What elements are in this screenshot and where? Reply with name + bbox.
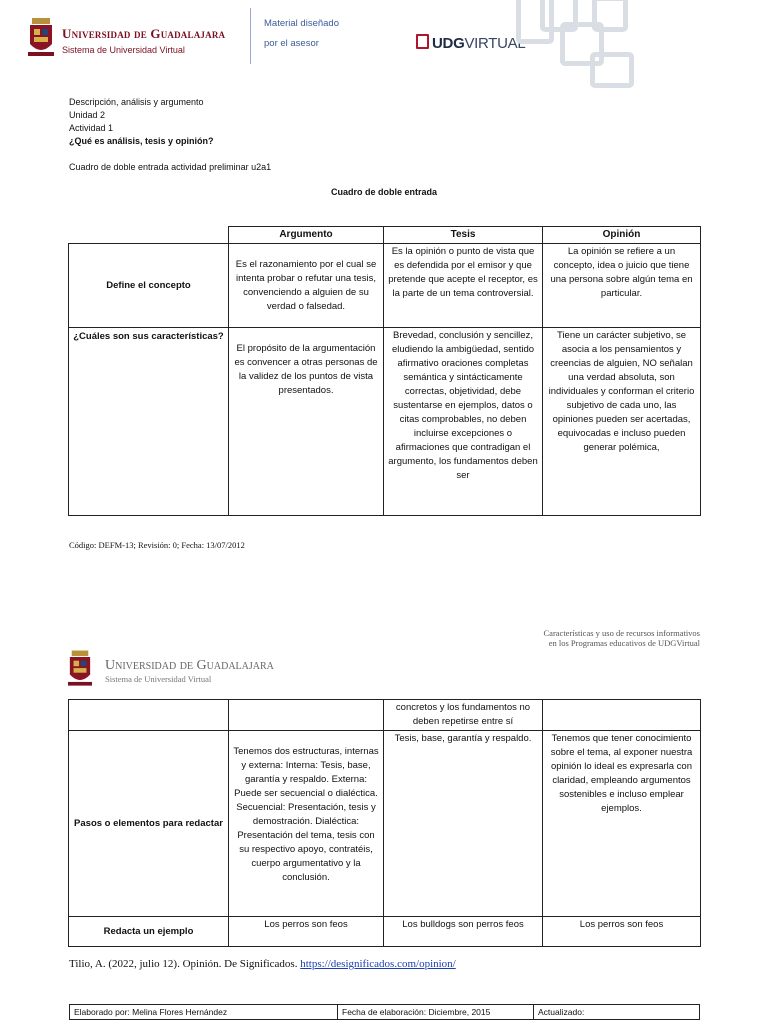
footer-table: [69, 1004, 700, 1020]
udgvirtual-brand-light: VIRTUAL: [464, 35, 526, 52]
cell-continuation-opinion: [543, 700, 701, 731]
footer-actualizado: Actualizado:: [534, 1005, 700, 1020]
comparison-table-2: [68, 699, 701, 947]
table-row: [69, 328, 701, 516]
udgvirtual-brand-bold: UDG: [432, 35, 465, 52]
university-system-page2: Sistema de Universidad Virtual: [105, 674, 212, 684]
col-header-tesis: Tesis: [384, 227, 543, 244]
cell-caract-opinion: Tiene un carácter subjetivo, se asocia a los pensamientos y creencias de alguien, NO señalan una verdad absoluta, son individuales y conforman el criterio subjetivo de cada uno, las opiniones pueden ser acertadas, equivocadas e incluso pueden generar polémica,: [543, 328, 701, 516]
reference-link[interactable]: https://designificados.com/opinion/: [300, 958, 456, 970]
row-label-ejemplo: Redacta un ejemplo: [69, 917, 229, 947]
cell-ejemplo-argumento: Los perros son feos: [229, 917, 384, 947]
table-row: [69, 917, 701, 947]
doc-line-2: Unidad 2: [69, 110, 106, 120]
reference: [69, 958, 456, 970]
row-label-pasos: Pasos o elementos para redactar: [69, 731, 229, 917]
doc-line-3: Actividad 1: [69, 123, 114, 133]
university-system: Sistema de Universidad Virtual: [62, 45, 185, 55]
cell-continuation-label: [69, 700, 229, 731]
reference-text: Tilio, A. (2022, julio 12). Opinión. De Significados.: [69, 958, 298, 970]
document-code: Código: DEFM-13; Revisión: 0; Fecha: 13/07/2012: [69, 540, 245, 550]
doc-subtitle: Cuadro de doble entrada actividad preliminar u2a1: [69, 162, 272, 172]
table-corner-blank: [69, 227, 229, 244]
row-label-caracteristicas: ¿Cuáles son sus características?: [69, 328, 229, 516]
cell-caract-argumento: El propósito de la argumentación es convencer a otras personas de la validez de los puntos de vista presentados.: [229, 328, 384, 516]
cell-define-opinion: La opinión se refiere a un concepto, idea o juicio que tiene una persona sobre algún tema en particular.: [543, 244, 701, 328]
cell-continuation-tesis: concretos y los fundamentos no deben repetirse entre sí: [384, 700, 543, 731]
table-row: [69, 700, 701, 731]
footer-elaborado: Elaborado por: Melina Flores Hernández: [70, 1005, 338, 1020]
doc-line-1: Descripción, análisis y argumento: [69, 97, 204, 107]
header-divider: [250, 8, 251, 64]
table-row: [69, 731, 701, 917]
page2-note-line-2: en los Programas educativos de UDGVirtual: [548, 638, 700, 648]
col-header-opinion: Opinión: [543, 227, 701, 244]
cell-pasos-tesis: Tesis, base, garantía y respaldo.: [384, 731, 543, 917]
col-header-argumento: Argumento: [229, 227, 384, 244]
doc-question: ¿Qué es análisis, tesis y opinión?: [69, 136, 214, 146]
material-line-2: por el asesor: [264, 38, 319, 49]
university-name: Universidad de Guadalajara: [62, 26, 226, 41]
footer-fecha: Fecha de elaboración: Diciembre, 2015: [338, 1005, 534, 1020]
page2-note: [544, 628, 701, 648]
cell-define-argumento: Es el razonamiento por el cual se intenta probar o refutar una tesis, convenciendo a alguien de su verdad o falsedad.: [229, 244, 384, 328]
row-label-define: Define el concepto: [69, 244, 229, 328]
page2-note-line-1: Características y uso de recursos informativos: [543, 628, 700, 638]
cell-ejemplo-opinion: Los perros son feos: [543, 917, 701, 947]
table-title: Cuadro de doble entrada: [330, 187, 437, 197]
cell-define-tesis: Es la opinión o punto de vista que es defendida por el emisor y que pretende que acepte el receptor, es la parte de un tema controversial.: [384, 244, 543, 328]
cell-ejemplo-tesis: Los bulldogs son perros feos: [384, 917, 543, 947]
table-row: [69, 244, 701, 328]
cell-caract-tesis: Brevedad, conclusión y sencillez, eludiendo la ambigüedad, sentido afirmativo oraciones completas semántica y sintácticamente correctas, objetividad, debe sustentarse en ejemplos, datos o citas comprobables, no deben incluirse excepciones o afirmaciones que contradigan el argumento, los fundamentos deben ser: [384, 328, 543, 516]
udgvirtual-logo: [416, 34, 525, 52]
udg-crest-logo: [28, 18, 54, 58]
udgvirtual-icon: [416, 34, 429, 49]
university-name-page2: Universidad de Guadalajara: [105, 658, 274, 673]
cell-continuation-argumento: [229, 700, 384, 731]
udg-crest-logo-page2: [68, 650, 92, 688]
material-line-1: Material diseñado: [264, 18, 339, 29]
comparison-table-1: [68, 226, 701, 516]
cell-pasos-argumento: Tenemos dos estructuras, internas y externa: Interna: Tesis, base, garantía y respaldo. Externa: Puede ser secuencial o dialéctica. Secuencial: Presentación, tesis y demostración. Dialéctica: Presentación del tema, tesis con su respectivo apoyo, contratéis, cuerpo argumentativo y la conclusión.: [229, 731, 384, 917]
cell-pasos-opinion: Tenemos que tener conocimiento sobre el tema, al exponer nuestra opinión lo ideal es expresarla con claridad, empleando argumentos sostenibles e incluso emplear ejemplos.: [543, 731, 701, 917]
